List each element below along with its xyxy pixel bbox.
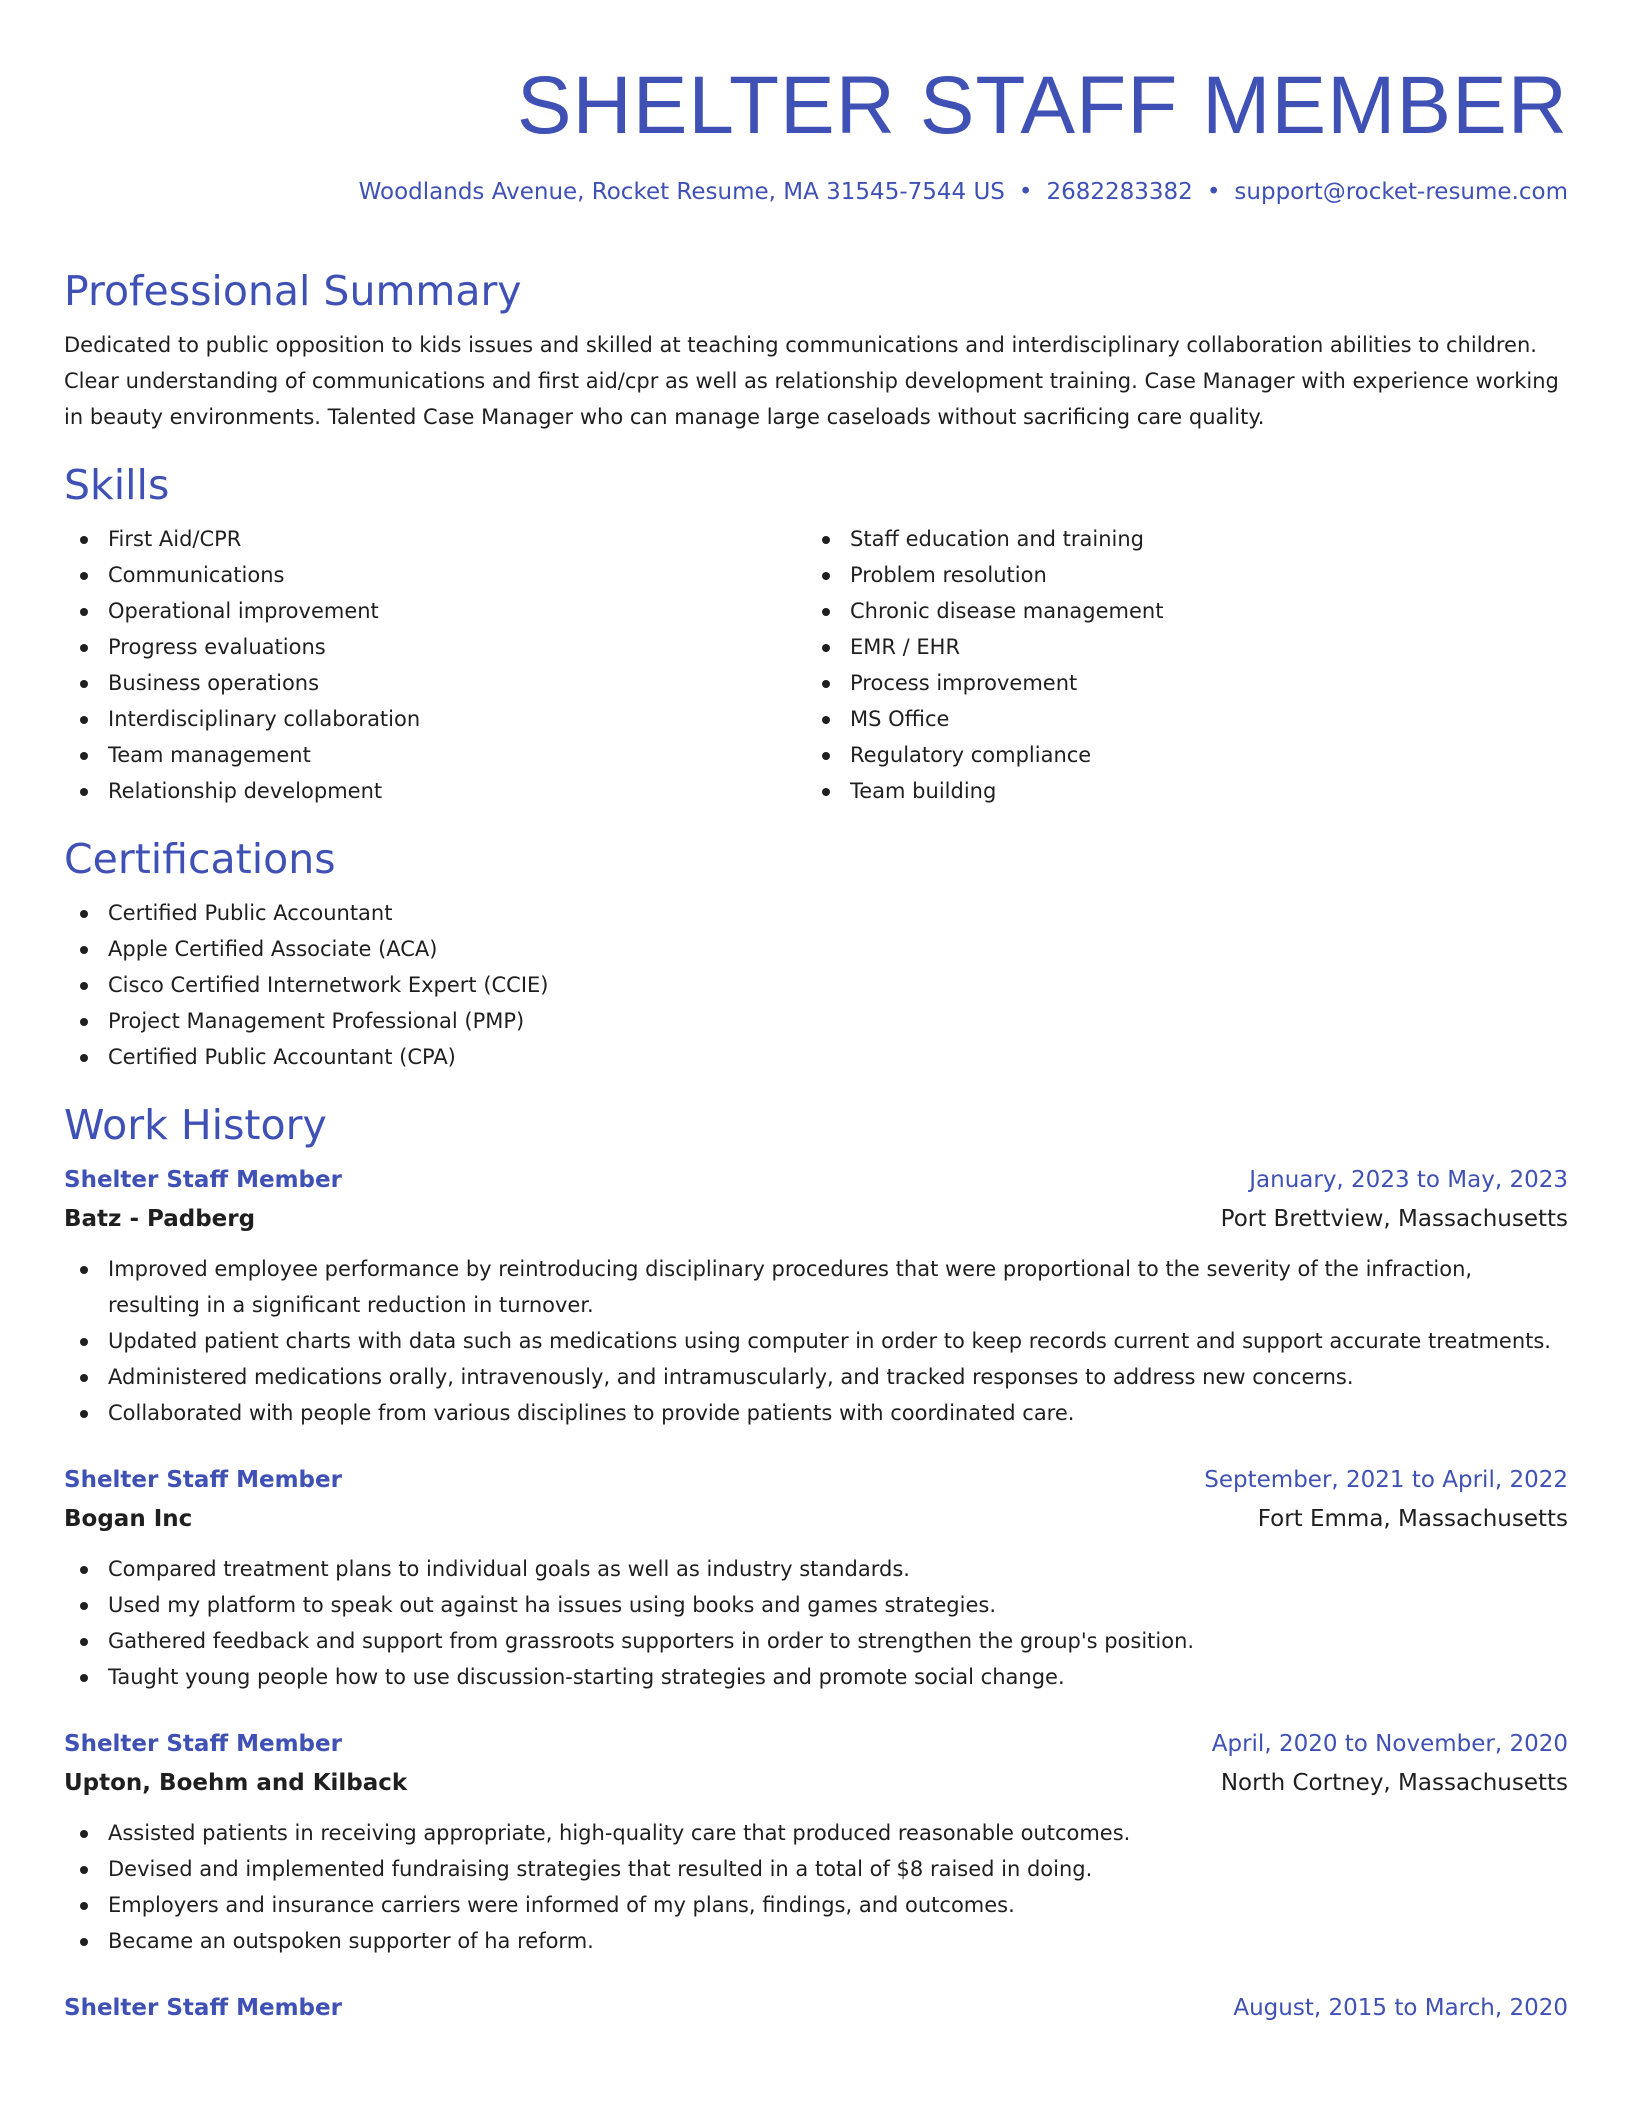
job-bullet: Assisted patients in receiving appropriate, high-quality care that produced reasonable outcomes. xyxy=(64,1815,1568,1851)
skill-item: Team management xyxy=(64,737,806,773)
job-dates: April, 2020 to November, 2020 xyxy=(1211,1731,1568,1757)
skill-item: Communications xyxy=(64,557,806,593)
job-title: Shelter Staff Member xyxy=(64,1167,342,1193)
skill-item: Operational improvement xyxy=(64,593,806,629)
certification-item: Certified Public Accountant (CPA) xyxy=(64,1039,1568,1075)
job-subheader xyxy=(64,1763,1568,1803)
summary-section xyxy=(64,265,1568,435)
job-company: Upton, Boehm and Kilback xyxy=(64,1770,408,1796)
contact-phone: 2682283382 xyxy=(1046,179,1193,205)
skill-item: Regulatory compliance xyxy=(806,737,1548,773)
skill-item: First Aid/CPR xyxy=(64,521,806,557)
skill-item: Team building xyxy=(806,773,1548,809)
contact-line xyxy=(64,176,1568,208)
skill-item: Relationship development xyxy=(64,773,806,809)
contact-separator: • xyxy=(1018,179,1033,205)
skill-item: Business operations xyxy=(64,665,806,701)
job-header xyxy=(64,1989,1568,2027)
skill-item: Problem resolution xyxy=(806,557,1548,593)
job-bullet: Updated patient charts with data such as medications using computer in order to keep records current and support accurate treatments. xyxy=(64,1323,1568,1359)
job-subheader xyxy=(64,1499,1568,1539)
skill-item: Chronic disease management xyxy=(806,593,1548,629)
job-bullet: Employers and insurance carriers were informed of my plans, findings, and outcomes. xyxy=(64,1887,1568,1923)
job-header xyxy=(64,1461,1568,1499)
job-entry xyxy=(64,1725,1568,1959)
job-title: Shelter Staff Member xyxy=(64,1995,342,2021)
skills-columns xyxy=(64,521,1568,809)
job-bullet: Taught young people how to use discussion-starting strategies and promote social change. xyxy=(64,1659,1568,1695)
certification-item: Apple Certified Associate (ACA) xyxy=(64,931,1568,967)
job-company: Batz - Padberg xyxy=(64,1206,256,1232)
resume-name: SHELTER STAFF MEMBER xyxy=(516,60,1568,151)
certification-item: Cisco Certified Internetwork Expert (CCIE) xyxy=(64,967,1568,1003)
job-bullet: Devised and implemented fundraising strategies that resulted in a total of $8 raised in doing. xyxy=(64,1851,1568,1887)
job-company: Bogan Inc xyxy=(64,1506,193,1532)
job-header xyxy=(64,1161,1568,1199)
job-title: Shelter Staff Member xyxy=(64,1467,342,1493)
skills-heading: Skills xyxy=(64,461,170,509)
skill-item: Staff education and training xyxy=(806,521,1548,557)
job-title: Shelter Staff Member xyxy=(64,1731,342,1757)
job-dates: August, 2015 to March, 2020 xyxy=(1233,1995,1568,2021)
certification-item: Project Management Professional (PMP) xyxy=(64,1003,1568,1039)
job-bullet: Became an outspoken supporter of ha reform. xyxy=(64,1923,1568,1959)
job-entry xyxy=(64,1989,1568,2027)
job-dates: January, 2023 to May, 2023 xyxy=(1249,1167,1568,1193)
job-entry xyxy=(64,1161,1568,1431)
work-history-heading: Work History xyxy=(64,1101,327,1149)
skills-column-right xyxy=(806,521,1548,809)
job-bullet: Collaborated with people from various disciplines to provide patients with coordinated care. xyxy=(64,1395,1568,1431)
summary-heading: Professional Summary xyxy=(64,267,522,315)
certifications-heading: Certifications xyxy=(64,835,336,883)
job-subheader xyxy=(64,1199,1568,1239)
job-bullet: Used my platform to speak out against ha issues using books and games strategies. xyxy=(64,1587,1568,1623)
skills-section xyxy=(64,459,1568,809)
job-bullet: Administered medications orally, intravenously, and intramuscularly, and tracked responses to address new concerns. xyxy=(64,1359,1568,1395)
job-dates: September, 2021 to April, 2022 xyxy=(1204,1467,1568,1493)
job-bullet: Gathered feedback and support from grassroots supporters in order to strengthen the group's position. xyxy=(64,1623,1568,1659)
work-history-section xyxy=(64,1099,1568,2027)
job-header xyxy=(64,1725,1568,1763)
contact-address: Woodlands Avenue, Rocket Resume, MA 31545-7544 US xyxy=(358,179,1005,205)
certification-item: Certified Public Accountant xyxy=(64,895,1568,931)
job-bullet: Compared treatment plans to individual goals as well as industry standards. xyxy=(64,1551,1568,1587)
summary-text: Dedicated to public opposition to kids issues and skilled at teaching communications and interdisciplinary collaboration abilities to children. Clear understanding of communications and first aid/cpr as well as relationship development training. Case Manager with experience working in beauty environments. Talented Case Manager who can manage large caseloads without sacrificing care quality. xyxy=(64,333,1559,429)
skill-item: Interdisciplinary collaboration xyxy=(64,701,806,737)
skills-column-left xyxy=(64,521,806,809)
certifications-section xyxy=(64,833,1568,1075)
skill-item: EMR / EHR xyxy=(806,629,1548,665)
job-location: Port Brettview, Massachusetts xyxy=(1220,1206,1568,1232)
contact-separator: • xyxy=(1206,179,1221,205)
job-bullet: Improved employee performance by reintroducing disciplinary procedures that were proportional to the severity of the infraction, resulting in a significant reduction in turnover. xyxy=(64,1251,1568,1323)
contact-email: support@rocket-resume.com xyxy=(1234,179,1568,205)
resume-page xyxy=(64,0,1568,2027)
job-location: North Cortney, Massachusetts xyxy=(1220,1770,1568,1796)
job-location: Fort Emma, Massachusetts xyxy=(1257,1506,1568,1532)
skill-item: MS Office xyxy=(806,701,1548,737)
skill-item: Process improvement xyxy=(806,665,1548,701)
skill-item: Progress evaluations xyxy=(64,629,806,665)
job-entry xyxy=(64,1461,1568,1695)
